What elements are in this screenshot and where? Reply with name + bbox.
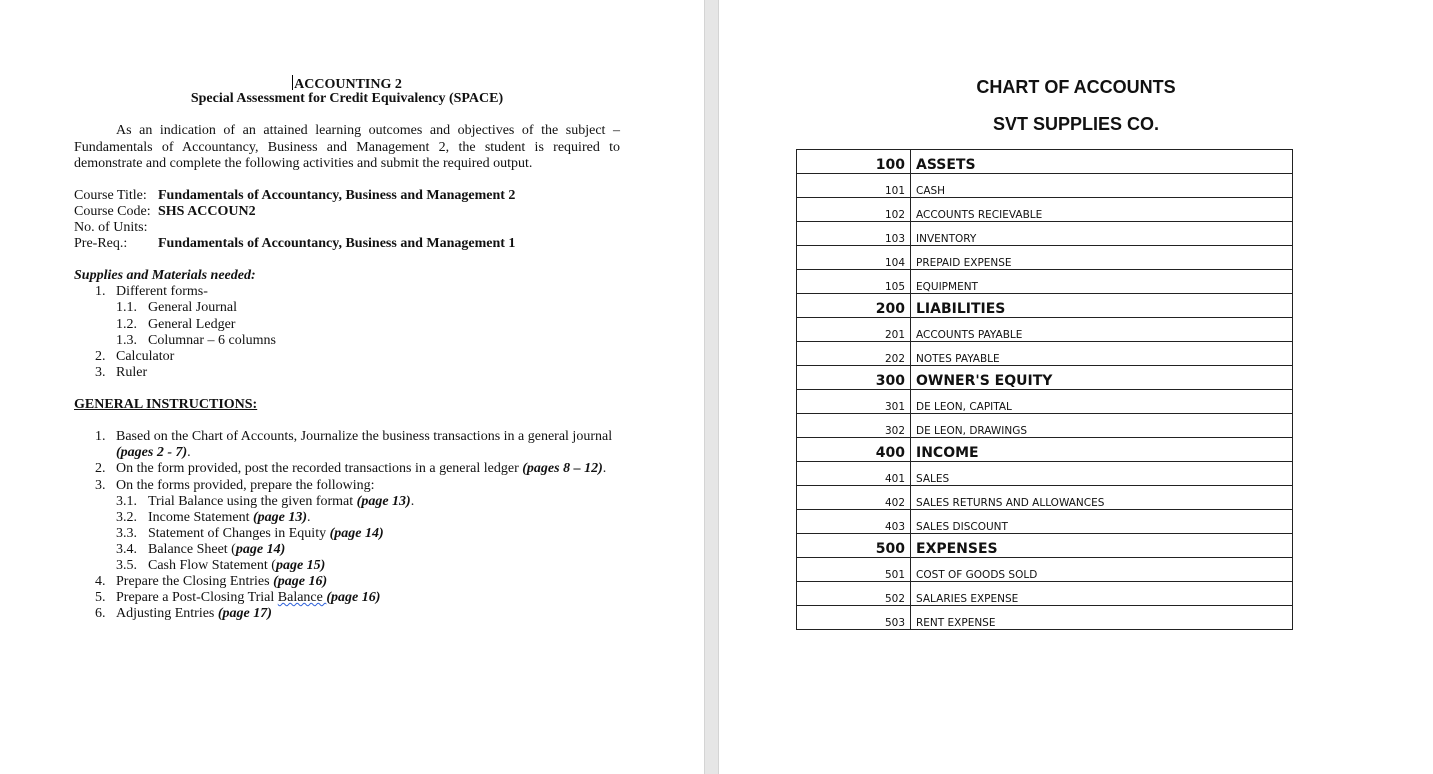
course-code-value: SHS ACCOUN2: [158, 204, 256, 219]
account-name: ASSETS: [911, 150, 1293, 174]
account-name: EXPENSES: [911, 534, 1293, 558]
units-label: No. of Units:: [74, 220, 148, 235]
list-number: 2.: [95, 461, 106, 476]
list-item: Based on the Chart of Accounts, Journalize the business transactions in a general journal: [116, 429, 613, 444]
list-number: 1.: [95, 284, 106, 299]
chart-of-accounts-table: [796, 149, 1293, 630]
list-item: Statement of Changes in Equity (page 14): [148, 526, 384, 541]
account-name: SALES DISCOUNT: [911, 510, 1293, 534]
account-category-row: [797, 534, 1293, 558]
list-item: Adjusting Entries (page 17): [116, 606, 272, 621]
account-code: 105: [797, 270, 911, 294]
account-name: SALARIES EXPENSE: [911, 582, 1293, 606]
account-row: [797, 390, 1293, 414]
list-number: 3.5.: [116, 558, 137, 573]
list-number: 6.: [95, 606, 106, 621]
prereq-value: Fundamentals of Accountancy, Business and Management 1: [158, 236, 516, 251]
intro-paragraph: As an indication of an attained learning outcomes and objectives of the subject – Fundamentals of Accountancy, Business and Management 2, the student is required to demonstrate and complete the following activities and submit the required output.: [74, 123, 620, 171]
list-number: 3.2.: [116, 510, 137, 525]
list-item: Calculator: [116, 349, 175, 364]
account-category-row: [797, 294, 1293, 318]
supplies-heading: Supplies and Materials needed:: [74, 268, 256, 283]
list-number: 1.2.: [116, 317, 137, 332]
list-item: Trial Balance using the given format (page 13).: [148, 494, 415, 509]
list-number: 1.: [95, 429, 106, 444]
account-name: INCOME: [911, 438, 1293, 462]
account-row: [797, 174, 1293, 198]
list-number: 1.3.: [116, 333, 137, 348]
account-code: 501: [797, 558, 911, 582]
prereq-label: Pre-Req.:: [74, 236, 128, 251]
list-number: 3.3.: [116, 526, 137, 541]
list-item: Columnar – 6 columns: [148, 333, 276, 348]
account-code: 503: [797, 606, 911, 630]
account-row: [797, 606, 1293, 630]
account-row: [797, 342, 1293, 366]
account-code: 402: [797, 486, 911, 510]
account-row: [797, 270, 1293, 294]
list-number: 1.1.: [116, 300, 137, 315]
account-code: 301: [797, 390, 911, 414]
list-item: Ruler: [116, 365, 148, 380]
account-name: ACCOUNTS RECIEVABLE: [911, 198, 1293, 222]
instructions-heading: GENERAL INSTRUCTIONS:: [74, 397, 258, 412]
list-number: 3.: [95, 365, 106, 380]
list-item: Prepare the Closing Entries (page 16): [116, 574, 328, 589]
document-page-left[interactable]: [0, 0, 704, 774]
account-code: 500: [797, 534, 911, 558]
account-code: 100: [797, 150, 911, 174]
text-cursor: [292, 75, 293, 90]
account-code: 400: [797, 438, 911, 462]
account-name: ACCOUNTS PAYABLE: [911, 318, 1293, 342]
account-name: DE LEON, DRAWINGS: [911, 414, 1293, 438]
course-title-label: Course Title:: [74, 188, 147, 203]
list-number: 3.4.: [116, 542, 137, 557]
list-item: Prepare a Post-Closing Trial Balance (page 16): [116, 590, 381, 605]
account-category-row: [797, 150, 1293, 174]
account-code: 202: [797, 342, 911, 366]
list-number: 4.: [95, 574, 106, 589]
account-code: 101: [797, 174, 911, 198]
account-name: EQUIPMENT: [911, 270, 1293, 294]
list-item: On the form provided, post the recorded transactions in a general ledger (pages 8 – 12).: [116, 461, 607, 476]
grammar-check-underline[interactable]: Balance: [277, 590, 327, 605]
list-item: Income Statement (page 13).: [148, 510, 311, 525]
account-name: LIABILITIES: [911, 294, 1293, 318]
account-name: OWNER'S EQUITY: [911, 366, 1293, 390]
account-code: 201: [797, 318, 911, 342]
course-title-value: Fundamentals of Accountancy, Business and Management 2: [158, 188, 516, 203]
account-code: 300: [797, 366, 911, 390]
account-code: 104: [797, 246, 911, 270]
account-row: [797, 510, 1293, 534]
account-name: SALES RETURNS AND ALLOWANCES: [911, 486, 1293, 510]
account-name: NOTES PAYABLE: [911, 342, 1293, 366]
company-name: SVT SUPPLIES CO.: [992, 114, 1160, 134]
account-code: 200: [797, 294, 911, 318]
account-name: DE LEON, CAPITAL: [911, 390, 1293, 414]
list-number: 3.1.: [116, 494, 137, 509]
course-code-label: Course Code:: [74, 204, 151, 219]
list-number: 2.: [95, 349, 106, 364]
list-number: 5.: [95, 590, 106, 605]
chart-of-accounts-title: CHART OF ACCOUNTS: [976, 77, 1176, 97]
account-name: CASH: [911, 174, 1293, 198]
list-item: Balance Sheet (page 14): [148, 542, 286, 557]
account-row: [797, 222, 1293, 246]
list-item: General Journal: [148, 300, 238, 315]
document-page-right[interactable]: [719, 0, 1433, 774]
account-category-row: [797, 366, 1293, 390]
account-row: [797, 198, 1293, 222]
account-row: [797, 414, 1293, 438]
account-row: [797, 318, 1293, 342]
list-item: General Ledger: [148, 317, 236, 332]
list-item: On the forms provided, prepare the following:: [116, 478, 375, 493]
account-row: [797, 486, 1293, 510]
page-gutter: [704, 0, 719, 774]
account-category-row: [797, 438, 1293, 462]
account-row: [797, 558, 1293, 582]
list-item: Different forms-: [116, 284, 208, 299]
list-item: (pages 2 - 7).: [116, 445, 191, 460]
account-code: 102: [797, 198, 911, 222]
account-code: 401: [797, 462, 911, 486]
account-code: 403: [797, 510, 911, 534]
account-row: [797, 246, 1293, 270]
account-name: INVENTORY: [911, 222, 1293, 246]
account-name: RENT EXPENSE: [911, 606, 1293, 630]
account-name: SALES: [911, 462, 1293, 486]
account-code: 103: [797, 222, 911, 246]
account-row: [797, 582, 1293, 606]
list-number: 3.: [95, 478, 106, 493]
account-code: 302: [797, 414, 911, 438]
list-item: Cash Flow Statement (page 15): [148, 558, 326, 573]
page-title: ACCOUNTING 2: [294, 77, 402, 92]
account-name: PREPAID EXPENSE: [911, 246, 1293, 270]
page-subtitle: Special Assessment for Credit Equivalency (SPACE): [190, 91, 504, 106]
account-name: COST OF GOODS SOLD: [911, 558, 1293, 582]
account-row: [797, 462, 1293, 486]
account-code: 502: [797, 582, 911, 606]
